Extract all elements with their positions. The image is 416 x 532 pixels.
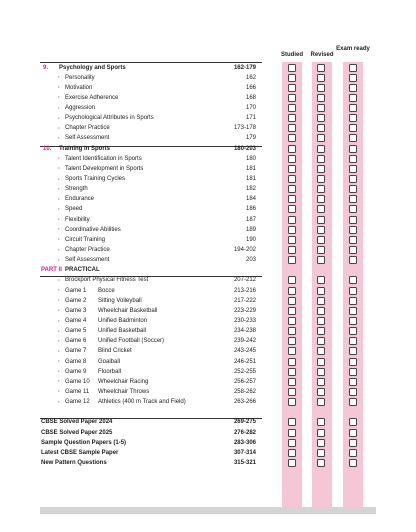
studied-checkbox[interactable]	[288, 317, 296, 325]
game-pages: 223-229	[233, 307, 256, 314]
topic-row	[0, 225, 416, 235]
bullet-icon	[58, 167, 60, 169]
revised-checkbox[interactable]	[317, 134, 325, 142]
exam-ready-checkbox[interactable]	[349, 226, 357, 234]
topic-title: Self Assessment	[65, 135, 110, 142]
topic-title: Endurance	[65, 196, 95, 203]
bullet-icon	[58, 330, 60, 332]
game-number: Game 4	[65, 318, 87, 324]
paper-row	[0, 428, 416, 438]
game-row	[0, 296, 416, 306]
studied-checkbox[interactable]	[288, 429, 296, 437]
exam-ready-checkbox[interactable]	[349, 459, 357, 467]
studied-checkbox[interactable]	[288, 418, 296, 426]
bullet-icon	[58, 178, 60, 180]
topic-pages: 203	[245, 257, 256, 264]
exam-ready-checkbox[interactable]	[349, 429, 357, 437]
revised-checkbox[interactable]	[317, 418, 325, 426]
studied-checkbox[interactable]	[288, 104, 296, 112]
spacer-row	[0, 407, 416, 417]
game-row	[0, 326, 416, 336]
studied-checkbox[interactable]	[288, 297, 296, 305]
game-title: Goalball	[98, 358, 121, 365]
paper-pages: 307-314	[233, 449, 256, 456]
game-title: Blind Cricket	[98, 348, 132, 355]
exam-ready-checkbox[interactable]	[349, 297, 357, 305]
studied-checkbox[interactable]	[288, 74, 296, 82]
chapter-number: 9.	[43, 64, 49, 71]
topic-pages: 171	[245, 115, 256, 122]
topic-row	[0, 194, 416, 204]
studied-checkbox[interactable]	[288, 246, 296, 254]
bullet-icon	[58, 86, 60, 88]
game-title: Unified Football (Soccer)	[98, 338, 165, 345]
studied-checkbox[interactable]	[288, 347, 296, 355]
topic-row	[0, 73, 416, 83]
chapter-row	[0, 144, 416, 154]
exam-ready-checkbox[interactable]	[349, 337, 357, 345]
game-number: Game 3	[65, 307, 87, 314]
chapter-number: 10.	[43, 145, 52, 152]
studied-checkbox[interactable]	[288, 195, 296, 203]
topic-row	[0, 113, 416, 123]
studied-heading: Studied	[281, 52, 303, 58]
studied-checkbox[interactable]	[288, 276, 296, 284]
exam-ready-checkbox[interactable]	[349, 378, 357, 386]
studied-checkbox[interactable]	[288, 165, 296, 173]
bullet-icon	[58, 117, 60, 119]
bullet-icon	[58, 309, 60, 311]
revised-checkbox[interactable]	[317, 114, 325, 122]
part-heading-row	[0, 265, 416, 275]
topic-title: Sports Training Cycles	[65, 176, 126, 183]
bullet-icon	[58, 360, 60, 362]
game-pages: 234-238	[233, 328, 256, 335]
paper-title: CBSE Solved Paper 2025	[41, 429, 113, 436]
game-pages: 217-222	[233, 297, 256, 304]
topic-row	[0, 133, 416, 143]
exam-ready-checkbox[interactable]	[349, 439, 357, 447]
game-title: Wheelchair Basketball	[98, 307, 158, 314]
paper-row	[0, 458, 416, 468]
studied-checkbox[interactable]	[288, 64, 296, 72]
topic-title: Personality	[65, 74, 95, 81]
exam-ready-checkbox[interactable]	[349, 398, 357, 406]
chapter-title: Psychology and Sports	[59, 64, 126, 71]
revised-checkbox[interactable]	[317, 104, 325, 112]
revised-checkbox[interactable]	[317, 74, 325, 82]
revised-checkbox[interactable]	[317, 155, 325, 163]
exam-ready-checkbox[interactable]	[349, 236, 357, 244]
topic-pages: 162	[245, 74, 256, 81]
topic-pages: 186	[245, 206, 256, 213]
bullet-icon	[58, 198, 60, 200]
topic-title: Strength	[65, 186, 88, 193]
studied-checkbox[interactable]	[288, 378, 296, 386]
studied-checkbox[interactable]	[288, 134, 296, 142]
part-label: PART II	[41, 267, 62, 274]
bullet-icon	[58, 401, 60, 403]
bullet-icon	[58, 76, 60, 78]
exam-ready-checkbox[interactable]	[349, 64, 357, 72]
exam-ready-checkbox[interactable]	[349, 134, 357, 142]
revised-checkbox[interactable]	[317, 256, 325, 264]
game-title: Wheelchair Throws	[98, 388, 150, 395]
game-number: Game 2	[65, 297, 87, 304]
topic-row	[0, 235, 416, 245]
bullet-icon	[58, 370, 60, 372]
bullet-icon	[58, 228, 60, 230]
revised-heading: Revised	[310, 52, 334, 58]
topic-pages: 189	[245, 226, 256, 233]
studied-checkbox[interactable]	[288, 216, 296, 224]
exam-ready-checkbox[interactable]	[349, 145, 357, 153]
game-row	[0, 336, 416, 346]
game-number: Game 10	[65, 378, 90, 385]
studied-checkbox[interactable]	[288, 307, 296, 315]
bullet-icon	[58, 380, 60, 382]
game-number: Game 5	[65, 328, 87, 335]
game-pages: 246-251	[233, 358, 256, 365]
studied-checkbox[interactable]	[288, 175, 296, 183]
game-pages: 263-266	[233, 399, 256, 406]
bullet-icon	[58, 137, 60, 139]
topic-pages: 181	[245, 176, 256, 183]
bullet-icon	[58, 218, 60, 220]
exam-ready-checkbox[interactable]	[349, 155, 357, 163]
game-title: Wheelchair Racing	[98, 378, 149, 385]
game-number: Game 7	[65, 348, 87, 355]
exam-ready-heading: Exam ready	[336, 46, 370, 52]
studied-checkbox[interactable]	[288, 287, 296, 295]
studied-checkbox[interactable]	[288, 388, 296, 396]
paper-pages: 315-321	[233, 459, 256, 466]
paper-title: New Pattern Questions	[41, 459, 107, 466]
exam-ready-checkbox[interactable]	[349, 347, 357, 355]
revised-checkbox[interactable]	[317, 347, 325, 355]
game-pages: 258-262	[233, 388, 256, 395]
topic-pages: 190	[245, 236, 256, 243]
topic-pages: 166	[245, 84, 256, 91]
topic-pages: 181	[245, 165, 256, 172]
topic-row	[0, 103, 416, 113]
exam-ready-checkbox[interactable]	[349, 317, 357, 325]
studied-checkbox[interactable]	[288, 94, 296, 102]
paper-pages: 269-275	[233, 419, 256, 426]
exam-ready-checkbox[interactable]	[349, 84, 357, 92]
topic-row	[0, 275, 416, 285]
topic-title: Psychological Attributes in Sports	[65, 115, 154, 122]
paper-pages: 283-306	[233, 439, 256, 446]
studied-checkbox[interactable]	[288, 236, 296, 244]
topic-pages: 179	[245, 135, 256, 142]
revised-checkbox[interactable]	[317, 398, 325, 406]
game-title: Athletics (400 m Track and Field)	[98, 399, 186, 406]
topic-title: Coordinative Abilities	[65, 226, 121, 233]
exam-ready-checkbox[interactable]	[349, 388, 357, 396]
topic-row	[0, 174, 416, 184]
topic-pages: 168	[245, 94, 256, 101]
topic-pages: 187	[245, 216, 256, 223]
revised-checkbox[interactable]	[317, 287, 325, 295]
studied-checkbox[interactable]	[288, 84, 296, 92]
revised-checkbox[interactable]	[317, 216, 325, 224]
exam-ready-checkbox[interactable]	[349, 368, 357, 376]
part-title: PRACTICAL	[65, 267, 100, 274]
topic-title: Self Assessment	[65, 257, 110, 264]
revised-checkbox[interactable]	[317, 175, 325, 183]
chapter-title: Training in Sports	[59, 145, 111, 152]
topic-pages: 173-178	[233, 125, 256, 132]
game-pages: 243-245	[233, 348, 256, 355]
studied-checkbox[interactable]	[288, 124, 296, 132]
studied-checkbox[interactable]	[288, 145, 296, 153]
exam-ready-checkbox[interactable]	[349, 114, 357, 122]
topic-pages: 182	[245, 186, 256, 193]
bullet-icon	[58, 107, 60, 109]
revised-checkbox[interactable]	[317, 246, 325, 254]
revised-checkbox[interactable]	[317, 236, 325, 244]
revised-checkbox[interactable]	[317, 429, 325, 437]
game-row	[0, 357, 416, 367]
game-row	[0, 387, 416, 397]
game-pages: 239-242	[233, 338, 256, 345]
revised-checkbox[interactable]	[317, 165, 325, 173]
footer-bar	[40, 507, 376, 514]
studied-checkbox[interactable]	[288, 205, 296, 213]
game-title: Unified Basketball	[98, 328, 147, 335]
revised-checkbox[interactable]	[317, 195, 325, 203]
game-row	[0, 397, 416, 407]
revised-checkbox[interactable]	[317, 439, 325, 447]
exam-ready-checkbox[interactable]	[349, 287, 357, 295]
revised-checkbox[interactable]	[317, 337, 325, 345]
revised-checkbox[interactable]	[317, 449, 325, 457]
topic-row	[0, 245, 416, 255]
bullet-icon	[58, 320, 60, 322]
revised-checkbox[interactable]	[317, 226, 325, 234]
bullet-icon	[58, 157, 60, 159]
game-pages: 230-233	[233, 318, 256, 324]
topic-row	[0, 93, 416, 103]
game-number: Game 8	[65, 358, 87, 365]
game-pages: 213-216	[233, 287, 256, 294]
topic-title: Talent Identification in Sports	[65, 155, 142, 162]
game-number: Game 1	[65, 287, 87, 294]
topic-title: Exercise Adherence	[65, 94, 119, 101]
exam-ready-checkbox[interactable]	[349, 94, 357, 102]
topic-pages: 207-212	[233, 277, 256, 284]
topic-title: Brockport Physical Fitness Test	[65, 277, 149, 284]
exam-ready-checkbox[interactable]	[349, 307, 357, 315]
topic-row	[0, 83, 416, 93]
revised-checkbox[interactable]	[317, 307, 325, 315]
game-title: Floorball	[98, 368, 122, 375]
topic-title: Aggression	[65, 105, 96, 112]
bullet-icon	[58, 299, 60, 301]
topic-title: Circuit Training	[65, 236, 106, 243]
exam-ready-checkbox[interactable]	[349, 205, 357, 213]
revised-checkbox[interactable]	[317, 84, 325, 92]
studied-checkbox[interactable]	[288, 327, 296, 335]
exam-ready-checkbox[interactable]	[349, 195, 357, 203]
topic-row	[0, 164, 416, 174]
game-row	[0, 377, 416, 387]
chapter-pages: 180-203	[233, 145, 256, 152]
studied-checkbox[interactable]	[288, 459, 296, 467]
topic-title: Chapter Practice	[65, 247, 110, 254]
bullet-icon	[58, 289, 60, 291]
bullet-icon	[58, 279, 60, 281]
game-number: Game 12	[65, 399, 90, 406]
bullet-icon	[58, 238, 60, 240]
revised-checkbox[interactable]	[317, 124, 325, 132]
exam-ready-checkbox[interactable]	[349, 327, 357, 335]
bullet-icon	[58, 340, 60, 342]
studied-checkbox[interactable]	[288, 256, 296, 264]
bullet-icon	[58, 259, 60, 261]
topic-row	[0, 255, 416, 265]
revised-checkbox[interactable]	[317, 185, 325, 193]
topic-title: Talent Development in Sports	[65, 165, 144, 172]
exam-ready-checkbox[interactable]	[349, 276, 357, 284]
revised-checkbox[interactable]	[317, 145, 325, 153]
game-title: Sitting Volleyball	[98, 297, 142, 304]
game-title: Bocce	[98, 287, 115, 294]
paper-title: Sample Question Papers (1-5)	[41, 439, 127, 446]
game-pages: 252-255	[233, 368, 256, 375]
game-pages: 256-257	[233, 378, 256, 385]
exam-ready-checkbox[interactable]	[349, 104, 357, 112]
studied-checkbox[interactable]	[288, 368, 296, 376]
revised-checkbox[interactable]	[317, 459, 325, 467]
exam-ready-checkbox[interactable]	[349, 358, 357, 366]
topic-row	[0, 123, 416, 133]
topic-title: Motivation	[65, 84, 93, 91]
revised-checkbox[interactable]	[317, 297, 325, 305]
exam-ready-checkbox[interactable]	[349, 185, 357, 193]
revised-checkbox[interactable]	[317, 378, 325, 386]
revised-checkbox[interactable]	[317, 317, 325, 325]
game-row	[0, 367, 416, 377]
topic-title: Speed	[65, 206, 83, 213]
exam-ready-checkbox[interactable]	[349, 124, 357, 132]
exam-ready-checkbox[interactable]	[349, 165, 357, 173]
game-number: Game 11	[65, 388, 90, 395]
topic-title: Chapter Practice	[65, 125, 110, 132]
topic-row	[0, 204, 416, 214]
bullet-icon	[58, 188, 60, 190]
exam-ready-checkbox[interactable]	[349, 175, 357, 183]
exam-ready-checkbox[interactable]	[349, 74, 357, 82]
paper-pages: 276-282	[233, 429, 256, 436]
exam-ready-checkbox[interactable]	[349, 449, 357, 457]
revised-checkbox[interactable]	[317, 327, 325, 335]
paper-title: CBSE Solved Paper 2024	[41, 419, 113, 426]
game-row	[0, 286, 416, 296]
studied-checkbox[interactable]	[288, 185, 296, 193]
revised-checkbox[interactable]	[317, 276, 325, 284]
paper-row	[0, 438, 416, 448]
topic-row	[0, 184, 416, 194]
paper-row	[0, 448, 416, 458]
game-row	[0, 306, 416, 316]
bullet-icon	[58, 96, 60, 98]
studied-checkbox[interactable]	[288, 226, 296, 234]
bullet-icon	[58, 127, 60, 129]
studied-checkbox[interactable]	[288, 337, 296, 345]
game-number: Game 9	[65, 368, 87, 375]
studied-checkbox[interactable]	[288, 439, 296, 447]
topic-row	[0, 154, 416, 164]
revised-checkbox[interactable]	[317, 358, 325, 366]
paper-row	[0, 417, 416, 427]
exam-ready-checkbox[interactable]	[349, 216, 357, 224]
revised-checkbox[interactable]	[317, 64, 325, 72]
topic-row	[0, 215, 416, 225]
studied-checkbox[interactable]	[288, 114, 296, 122]
topic-pages: 194-202	[233, 247, 256, 254]
topic-pages: 170	[245, 105, 256, 112]
bullet-icon	[58, 350, 60, 352]
revised-checkbox[interactable]	[317, 388, 325, 396]
bullet-icon	[58, 208, 60, 210]
chapter-pages: 162-179	[233, 64, 256, 71]
topic-pages: 180	[245, 155, 256, 162]
studied-checkbox[interactable]	[288, 398, 296, 406]
exam-ready-checkbox[interactable]	[349, 418, 357, 426]
game-row	[0, 346, 416, 356]
exam-ready-checkbox[interactable]	[349, 246, 357, 254]
studied-checkbox[interactable]	[288, 449, 296, 457]
studied-checkbox[interactable]	[288, 155, 296, 163]
exam-ready-checkbox[interactable]	[349, 256, 357, 264]
game-row	[0, 316, 416, 326]
studied-checkbox[interactable]	[288, 358, 296, 366]
revised-checkbox[interactable]	[317, 368, 325, 376]
topic-pages: 184	[245, 196, 256, 203]
topic-title: Flexibility	[65, 216, 90, 223]
bullet-icon	[58, 249, 60, 251]
revised-checkbox[interactable]	[317, 205, 325, 213]
bullet-icon	[58, 390, 60, 392]
game-number: Game 6	[65, 338, 87, 345]
revised-checkbox[interactable]	[317, 94, 325, 102]
chapter-row	[0, 63, 416, 73]
game-title: Unified Badminton	[98, 318, 148, 324]
paper-title: Latest CBSE Sample Paper	[41, 449, 119, 456]
